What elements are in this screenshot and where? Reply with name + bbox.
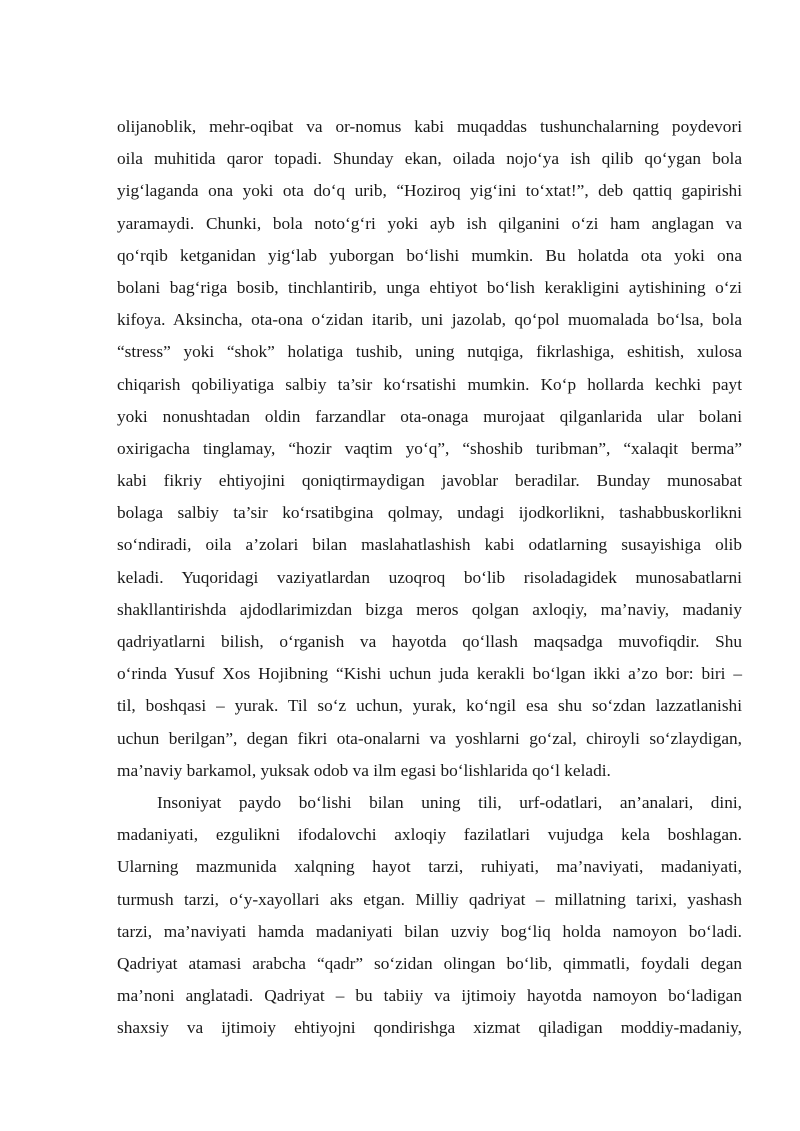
text-line: oxirigacha tinglamay, “hozir vaqtim yo‘q”, “shoshib turibman”, “xalaqit berma” — [117, 438, 742, 458]
text-line: ma’noni anglatadi. Qadriyat – bu tabiiy va ijtimoiy hayotda namoyon bo‘ladigan — [117, 986, 742, 1006]
text-line: qo‘rqib ketganidan yig‘lab yuborgan bo‘lishi mumkin. Bu holatda ota yoki ona — [117, 245, 742, 265]
text-line: Insoniyat paydo bo‘lishi bilan uning tili, urf-odatlari, an’analari, dini, — [157, 792, 742, 812]
text-line: bolaga salbiy ta’sir ko‘rsatibgina qolmay, undagi ijodkorlikni, tashabbuskorlikni — [117, 503, 742, 523]
text-line: bolani bag‘riga bosib, tinchlantirib, unga ehtiyot bo‘lish kerakligini aytishining o‘zi — [117, 277, 742, 297]
paragraph — [117, 111, 742, 787]
text-line: chiqarish qobiliyatiga salbiy ta’sir ko‘rsatishi mumkin. Ko‘p hollarda kechki payt — [117, 374, 742, 394]
text-line: tarzi, ma’naviyati hamda madaniyati bilan uzviy bog‘liq holda namoyon bo‘ladi. — [117, 921, 742, 941]
text-line: oila muhitida qaror topadi. Shunday ekan, oilada nojo‘ya ish qilib qo‘ygan bola — [117, 149, 742, 169]
text-line: turmush tarzi, o‘y-xayollari aks etgan. Milliy qadriyat – millatning tarixi, yashash — [117, 889, 742, 909]
text-line: keladi. Yuqoridagi vaziyatlardan uzoqroq bo‘lib risoladagidek munosabatlarni — [117, 567, 742, 587]
text-line: yaramaydi. Chunki, bola noto‘g‘ri yoki ayb ish qilganini o‘zi ham anglagan va — [117, 213, 742, 233]
text-line: Ularning mazmunida xalqning hayot tarzi, ruhiyati, ma’naviyati, madaniyati, — [117, 857, 742, 877]
text-line: Qadriyat atamasi arabcha “qadr” so‘zidan olingan bo‘lib, qimmatli, foydali degan — [117, 953, 742, 973]
body-text — [117, 111, 742, 1044]
text-line: kabi fikriy ehtiyojini qoniqtirmaydigan javoblar beradilar. Bunday munosabat — [117, 471, 742, 491]
text-line: yig‘laganda ona yoki ota do‘q urib, “Hoziroq yig‘ini to‘xtat!”, deb qattiq gapirishi — [117, 181, 742, 201]
text-line: kifoya. Aksincha, ota-ona o‘zidan itarib, uni jazolab, qo‘pol muomalada bo‘lsa, bola — [117, 310, 742, 330]
text-line: yoki nonushtadan oldin farzandlar ota-onaga murojaat qilganlarida ular bolani — [117, 406, 742, 426]
paragraph — [117, 787, 742, 1045]
text-line: “stress” yoki “shok” holatiga tushib, uning nutqiga, fikrlashiga, eshitish, xulosa — [117, 342, 742, 362]
text-line: qadriyatlarni bilish, o‘rganish va hayotda qo‘llash maqsadga muvofiqdir. Shu — [117, 632, 742, 651]
text-line: shakllantirishda ajdodlarimizdan bizga meros qolgan axloqiy, ma’naviy, madaniy — [117, 599, 742, 619]
text-line: uchun berilgan”, degan fikri ota-onalarni va yoshlarni go‘zal, chiroyli so‘zlaydigan, — [117, 728, 742, 748]
text-line: so‘ndiradi, oila a’zolari bilan maslahatlashish kabi odatlarning susayishiga olib — [117, 535, 742, 555]
text-line: olijanoblik, mehr-oqibat va or-nomus kabi muqaddas tushunchalarning poydevori — [117, 117, 742, 136]
text-line: til, boshqasi – yurak. Til so‘z uchun, yurak, ko‘ngil esa shu so‘zdan lazzatlanishi — [117, 696, 742, 716]
text-line: ma’naviy barkamol, yuksak odob va ilm egasi bo‘lishlarida qo‘l keladi. — [117, 760, 611, 780]
text-line: madaniyati, ezgulikni ifodalovchi axloqiy fazilatlari vujudga kela boshlagan. — [117, 825, 742, 845]
text-line: o‘rinda Yusuf Xos Hojibning “Kishi uchun juda kerakli bo‘lgan ikki a’zo bor: biri – — [117, 664, 742, 684]
text-line: shaxsiy va ijtimoiy ehtiyojni qondirishga xizmat qiladigan moddiy-madaniy, — [117, 1018, 742, 1038]
